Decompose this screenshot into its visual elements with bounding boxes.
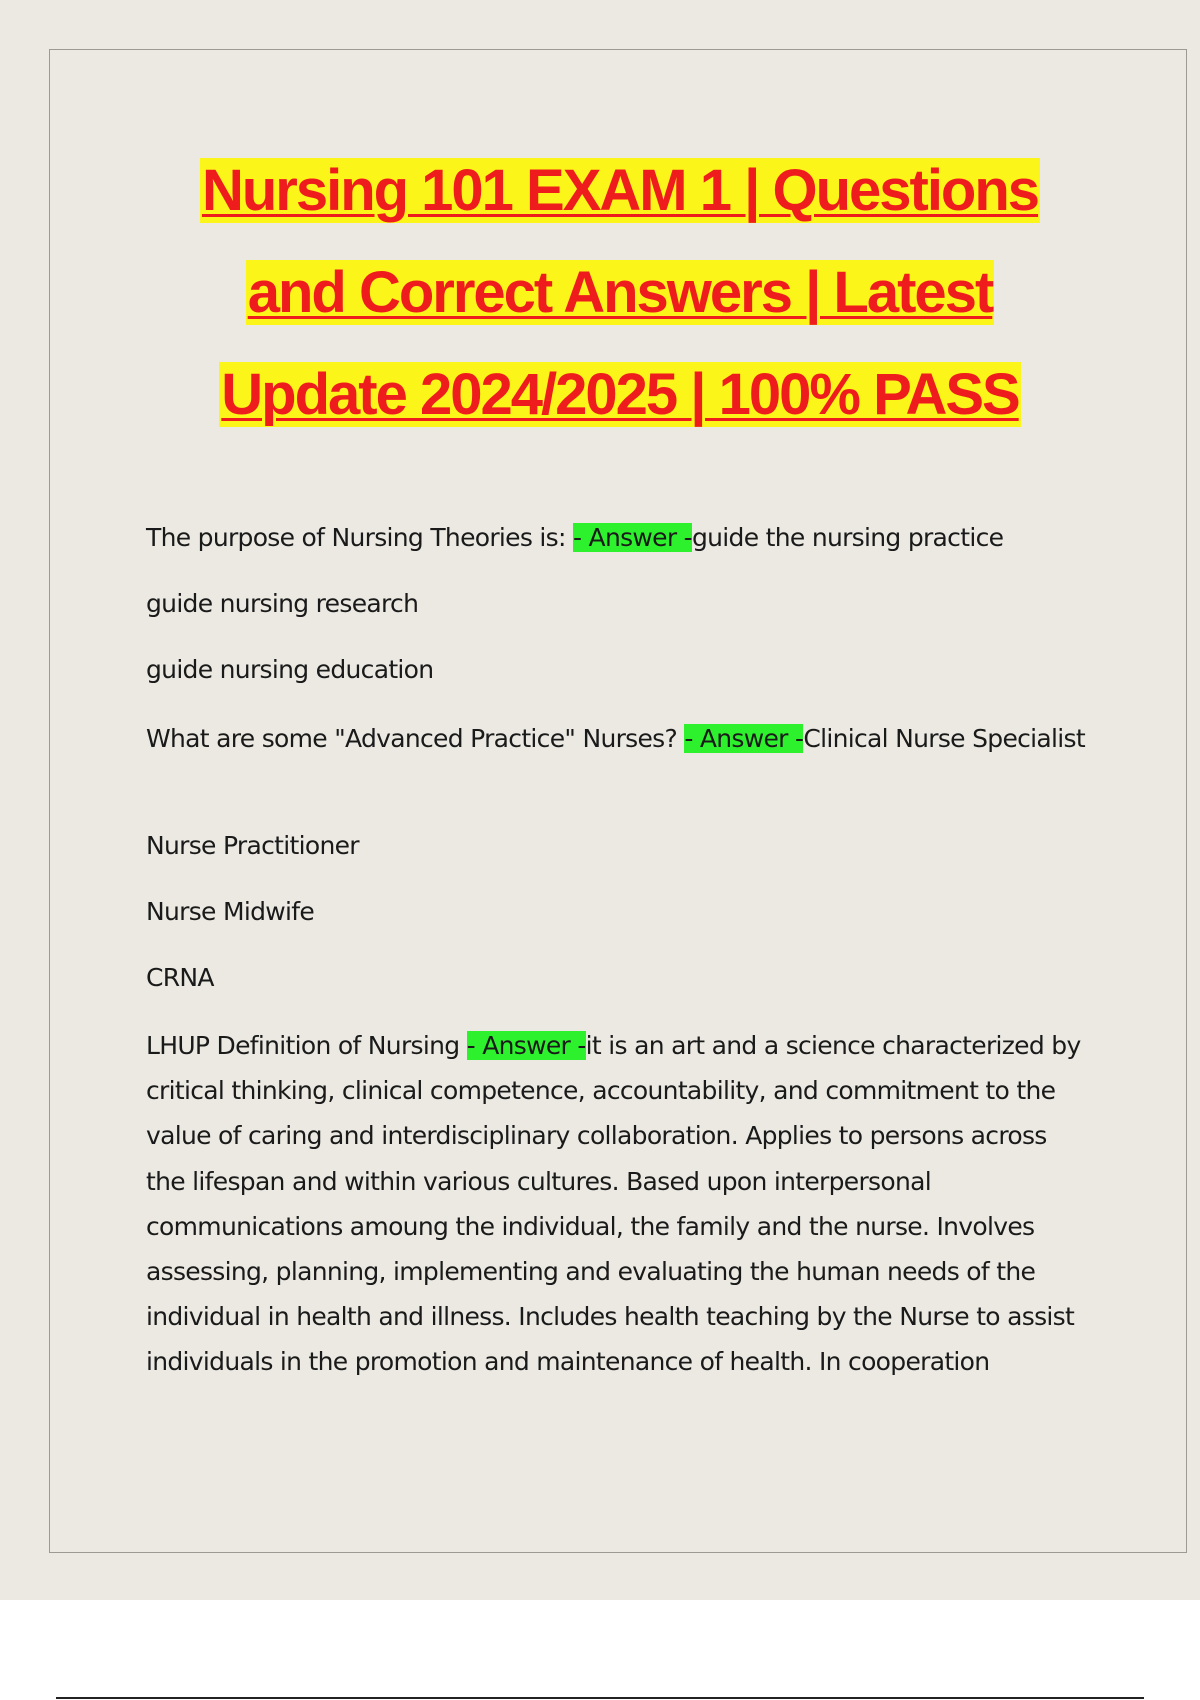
answer-3-text: it is an art and a science characterized by critical thinking, clinical competence, accountability, and commitment to the value of caring and interdisciplinary collaboration. Applies to persons across the lifespan and within various cultures. Based upon interpersonal communications amoung the individual, the family and the nurse. Involves assessing, planning, implementing and evaluating the human needs of the individual in health and illness. Includes health teaching by the Nurse to assist individuals in the promotion and maintenance of health. In cooperation	[146, 1031, 1081, 1377]
answer-1-line-3: guide nursing education	[146, 655, 434, 684]
title-line-3	[60, 344, 1180, 446]
title-line-3-text: Update 2024/2025 | 100% PASS	[221, 362, 1019, 427]
question-3	[146, 1023, 1086, 1385]
title-line-2	[60, 242, 1180, 344]
answer-marker-3: - Answer -	[466, 1031, 586, 1060]
answer-2-text: Clinical Nurse Specialist	[803, 724, 1085, 753]
answer-2-line-2: Nurse Practitioner	[146, 831, 359, 860]
answer-1-text: guide the nursing practice	[691, 523, 1004, 552]
title-line-1	[60, 140, 1180, 242]
bottom-divider	[56, 1697, 1144, 1699]
document-title	[60, 140, 1180, 446]
title-line-1-text: Nursing 101 EXAM 1 | Questions	[201, 158, 1039, 223]
answer-2-line-4: CRNA	[146, 963, 214, 992]
answer-1-line-2: guide nursing research	[146, 589, 419, 618]
answer-marker-1: - Answer -	[572, 523, 692, 552]
question-3-text: LHUP Definition of Nursing	[146, 1031, 467, 1060]
title-line-2-text: and Correct Answers | Latest	[247, 260, 993, 325]
answer-marker-2: - Answer -	[684, 724, 804, 753]
answer-2-line-3: Nurse Midwife	[146, 897, 315, 926]
question-2	[146, 716, 1106, 761]
question-2-text: What are some "Advanced Practice" Nurses?	[146, 724, 685, 753]
question-1-text: The purpose of Nursing Theories is:	[146, 523, 573, 552]
question-1	[146, 518, 1106, 558]
